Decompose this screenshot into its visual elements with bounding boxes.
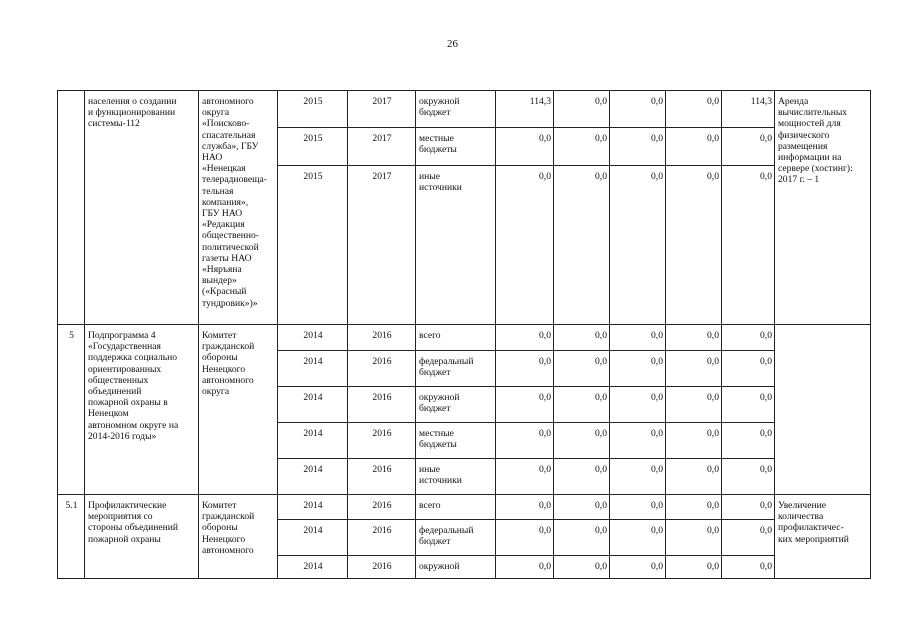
- table-row: [58, 325, 871, 351]
- amount-cell: 0,0: [496, 459, 554, 495]
- program-table: [57, 90, 871, 579]
- result-cell: [775, 325, 871, 495]
- amount-cell: 0,0: [666, 128, 722, 166]
- amount-cell: 0,0: [722, 423, 775, 459]
- table-row: [58, 495, 871, 520]
- result-cell: Увеличение количества профилактичес- ких мероприятий: [775, 495, 871, 579]
- item-name-cell: Подпрограмма 4 «Государственная поддержка социально ориентированных общественных объединений пожарной охраны в Ненецком автономном округе на 2014-2016 годы»: [85, 325, 199, 495]
- funding-source-cell: окружной бюджет: [416, 387, 496, 423]
- funding-source-cell: федеральный бюджет: [416, 520, 496, 556]
- end-year-cell: 2016: [348, 387, 416, 423]
- item-name-cell: Профилактические мероприятия со стороны объединений пожарной охраны: [85, 495, 199, 579]
- end-year-cell: 2017: [348, 166, 416, 325]
- end-year-cell: 2016: [348, 495, 416, 520]
- amount-cell: 0,0: [666, 423, 722, 459]
- start-year-cell: 2014: [278, 351, 348, 387]
- amount-cell: 0,0: [722, 387, 775, 423]
- amount-cell: 0,0: [666, 91, 722, 128]
- amount-cell: 0,0: [496, 520, 554, 556]
- funding-source-cell: всего: [416, 495, 496, 520]
- start-year-cell: 2015: [278, 128, 348, 166]
- amount-cell: 0,0: [610, 520, 666, 556]
- amount-cell: 0,0: [610, 325, 666, 351]
- amount-cell: 0,0: [666, 351, 722, 387]
- executor-cell: Комитет гражданской обороны Ненецкого автономного округа: [199, 325, 278, 495]
- amount-cell: 0,0: [554, 495, 610, 520]
- amount-cell: 0,0: [554, 325, 610, 351]
- amount-cell: 0,0: [554, 387, 610, 423]
- amount-cell: 114,3: [496, 91, 554, 128]
- amount-cell: 0,0: [722, 495, 775, 520]
- amount-cell: 0,0: [722, 325, 775, 351]
- start-year-cell: 2014: [278, 556, 348, 579]
- result-cell: Аренда вычислительных мощностей для физического размещения информации на сервере (хостинг): 2017 г. – 1: [775, 91, 871, 325]
- amount-cell: 0,0: [554, 459, 610, 495]
- amount-cell: 0,0: [496, 128, 554, 166]
- amount-cell: 0,0: [496, 351, 554, 387]
- item-number-cell: [58, 91, 85, 325]
- amount-cell: 0,0: [722, 556, 775, 579]
- amount-cell: 0,0: [722, 128, 775, 166]
- amount-cell: 0,0: [666, 325, 722, 351]
- start-year-cell: 2014: [278, 387, 348, 423]
- amount-cell: 0,0: [496, 387, 554, 423]
- start-year-cell: 2015: [278, 91, 348, 128]
- page-number: 26: [447, 38, 458, 50]
- amount-cell: 0,0: [554, 520, 610, 556]
- amount-cell: 0,0: [610, 128, 666, 166]
- amount-cell: 0,0: [666, 556, 722, 579]
- end-year-cell: 2016: [348, 325, 416, 351]
- end-year-cell: 2016: [348, 423, 416, 459]
- amount-cell: 0,0: [496, 325, 554, 351]
- amount-cell: 0,0: [666, 520, 722, 556]
- amount-cell: 0,0: [554, 128, 610, 166]
- funding-source-cell: окружной: [416, 556, 496, 579]
- end-year-cell: 2016: [348, 459, 416, 495]
- start-year-cell: 2014: [278, 459, 348, 495]
- amount-cell: 0,0: [554, 166, 610, 325]
- amount-cell: 0,0: [666, 459, 722, 495]
- funding-source-cell: местные бюджеты: [416, 128, 496, 166]
- funding-source-cell: иные источники: [416, 459, 496, 495]
- amount-cell: 0,0: [610, 351, 666, 387]
- end-year-cell: 2016: [348, 556, 416, 579]
- item-name-cell: населения о создании и функционировании системы-112: [85, 91, 199, 325]
- amount-cell: 0,0: [554, 423, 610, 459]
- amount-cell: 0,0: [496, 556, 554, 579]
- executor-cell: Комитет гражданской обороны Ненецкого автономного: [199, 495, 278, 579]
- start-year-cell: 2014: [278, 495, 348, 520]
- amount-cell: 0,0: [722, 520, 775, 556]
- item-number-cell: 5.1: [58, 495, 85, 579]
- amount-cell: 0,0: [496, 166, 554, 325]
- amount-cell: 0,0: [554, 351, 610, 387]
- amount-cell: 0,0: [610, 91, 666, 128]
- executor-cell: автономного округа «Поисково- спасательная служба», ГБУ НАО «Ненецкая телерадиовеща- тельная компания», ГБУ НАО «Редакция общественно- политической газеты НАО «Няръяна вындер» («Красный тундровик»)»: [199, 91, 278, 325]
- amount-cell: 0,0: [610, 423, 666, 459]
- start-year-cell: 2014: [278, 423, 348, 459]
- funding-source-cell: федеральный бюджет: [416, 351, 496, 387]
- amount-cell: 0,0: [722, 166, 775, 325]
- amount-cell: 0,0: [610, 387, 666, 423]
- amount-cell: 0,0: [610, 166, 666, 325]
- amount-cell: 0,0: [496, 495, 554, 520]
- start-year-cell: 2014: [278, 325, 348, 351]
- funding-source-cell: местные бюджеты: [416, 423, 496, 459]
- amount-cell: 0,0: [610, 459, 666, 495]
- table-row: [58, 91, 871, 128]
- amount-cell: 0,0: [496, 423, 554, 459]
- start-year-cell: 2014: [278, 520, 348, 556]
- amount-cell: 0,0: [666, 495, 722, 520]
- end-year-cell: 2017: [348, 91, 416, 128]
- end-year-cell: 2016: [348, 351, 416, 387]
- amount-cell: 0,0: [610, 556, 666, 579]
- funding-source-cell: всего: [416, 325, 496, 351]
- end-year-cell: 2017: [348, 128, 416, 166]
- item-number-cell: 5: [58, 325, 85, 495]
- amount-cell: 0,0: [722, 351, 775, 387]
- amount-cell: 0,0: [722, 459, 775, 495]
- funding-source-cell: иные источники: [416, 166, 496, 325]
- amount-cell: 0,0: [666, 387, 722, 423]
- amount-cell: 0,0: [610, 495, 666, 520]
- funding-source-cell: окружной бюджет: [416, 91, 496, 128]
- amount-cell: 0,0: [666, 166, 722, 325]
- amount-cell: 0,0: [554, 556, 610, 579]
- amount-cell: 114,3: [722, 91, 775, 128]
- amount-cell: 0,0: [554, 91, 610, 128]
- end-year-cell: 2016: [348, 520, 416, 556]
- start-year-cell: 2015: [278, 166, 348, 325]
